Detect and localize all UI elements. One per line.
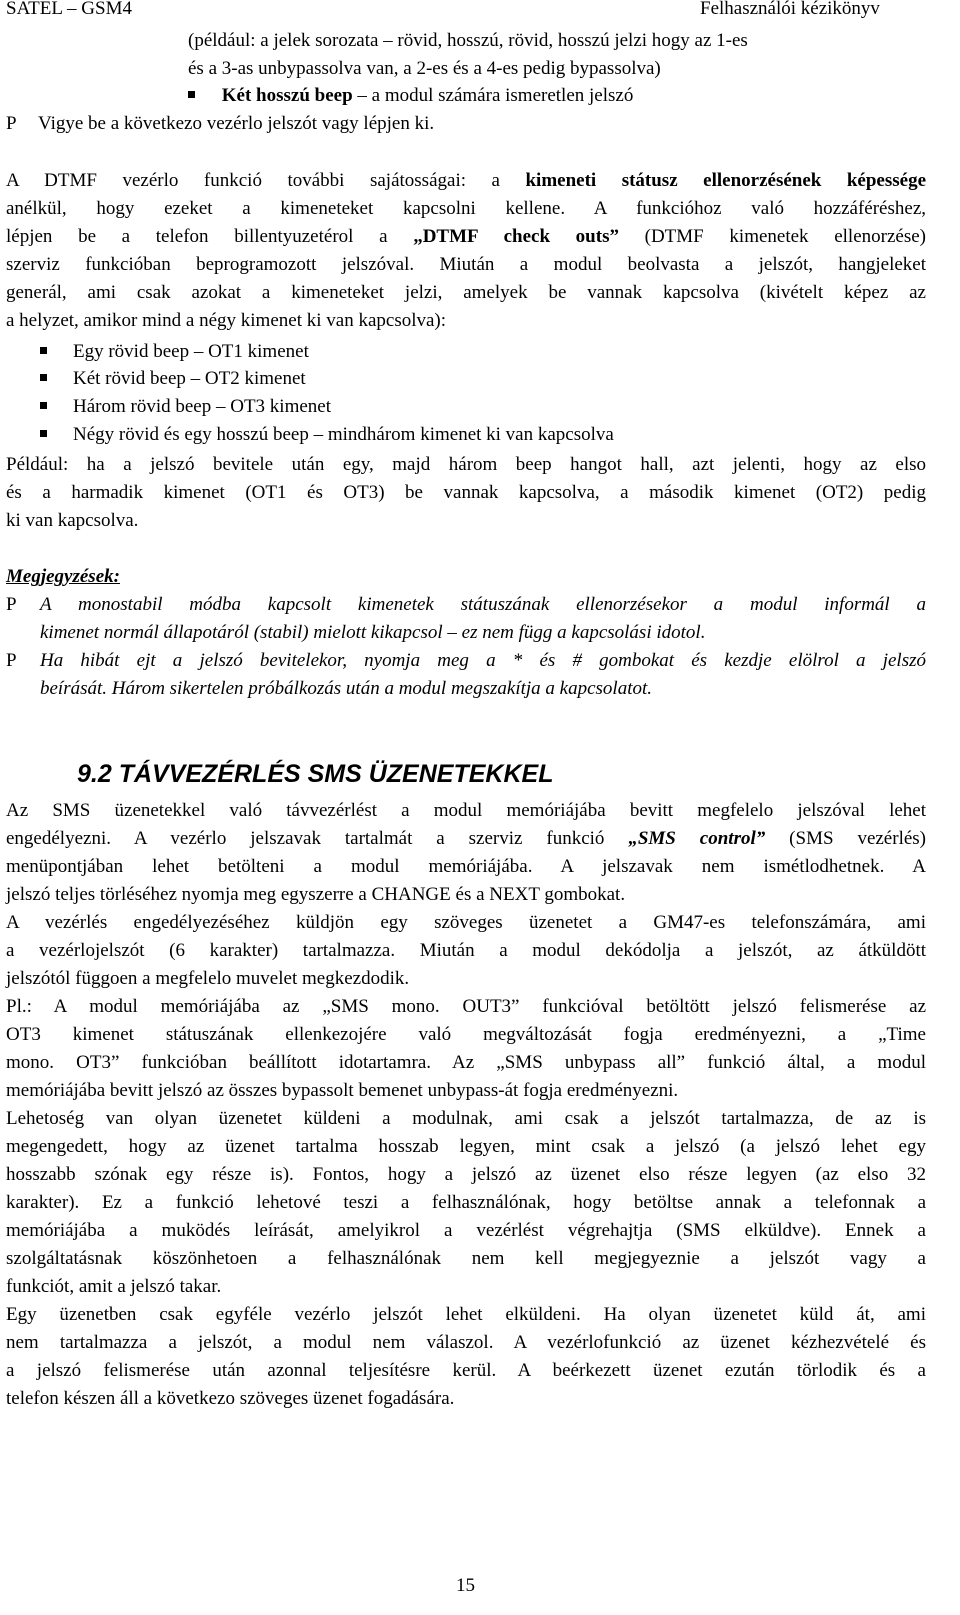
bullet-square-icon	[40, 402, 47, 409]
note-line: Ha hibát ejt a jelszó bevitelekor, nyomja meg a * és # gombokat és kezdje elölrol a jelszó	[40, 650, 926, 671]
text-line: memóriájába bevitt jelszó az összes bypassolt bemenet unbypass-át fogja eredményezni.	[6, 1080, 679, 1101]
text-line: nem tartalmazza a jelszót, a modul nem válaszol. A vezérlofunkció az üzenet kézhezvételé és	[6, 1332, 926, 1353]
text-line: funkciót, amit a jelszó takar.	[6, 1276, 222, 1297]
text-line: anélkül, hogy ezeket a kimeneteket kapcsolni kellene. A funkcióhoz való hozzáféréshez,	[6, 198, 926, 219]
section-heading: 9.2 TÁVVEZÉRLÉS SMS ÜZENETEKKEL	[77, 760, 554, 788]
bold-italic-text: „SMS control”	[628, 828, 766, 849]
text-line: memóriájába a muködés leírását, amelyikrol a vezérlést végrehajtja (SMS elküldve). Ennek a	[6, 1220, 926, 1241]
text-line: (például: a jelek sorozata – rövid, hosszú, rövid, hosszú jelzi hogy az 1-es	[188, 30, 748, 51]
text-line: Pl.: A modul memóriájába az „SMS mono. OUT3” funkcióval betöltött jelszó felismerése az	[6, 996, 926, 1017]
notes-title: Megjegyzések:	[6, 566, 120, 587]
text-line: OT3 kimenet státuszának ellenkezojére való megváltozását fogja eredményezni, a „Time	[6, 1024, 926, 1045]
text-line: szerviz funkcióban beprogramozott jelszóval. Miután a modul beolvasta a jelszót, hangjeleket	[6, 254, 926, 275]
text-line: karakter). Ez a funkció lehetové teszi a felhasználónak, hogy betöltse annak a telefonnak a	[6, 1192, 926, 1213]
note-line: kimenet normál állapotáról (stabil) mielott kikapcsol – ez nem függ a kapcsolási idotol.	[40, 622, 706, 643]
text-line: Egy üzenetben csak egyféle vezérlo jelszót lehet elküldeni. Ha olyan üzenetet küld át, ami	[6, 1304, 926, 1325]
text-line: jelszótól függoen a megfelelo muvelet megkezdodik.	[6, 968, 410, 989]
p-marker: P	[6, 650, 17, 671]
text-line: Az SMS üzenetekkel való távvezérlést a modul memóriájába bevitt megfelelo jelszóval lehet	[6, 800, 926, 821]
text-line: A vezérlés engedélyezéséhez küldjön egy szöveges üzenetet a GM47-es telefonszámára, ami	[6, 912, 926, 933]
text-line: megengedett, hogy az üzenet tartalma hosszab legyen, mint csak a jelszó (a jelszó lehet egy	[6, 1136, 926, 1157]
p-marker: P	[6, 594, 17, 615]
bullet-square-icon	[40, 374, 47, 381]
list-item: Négy rövid és egy hosszú beep – mindhárom kimenet ki van kapcsolva	[40, 424, 614, 446]
text-line: Például: ha a jelszó bevitele után egy, majd három beep hangot hall, azt jelenti, hogy az elso	[6, 454, 926, 475]
text-line: Lehetoség van olyan üzenetet küldeni a modulnak, ami csak a jelszót tartalmazza, de az is	[6, 1108, 926, 1129]
header-right: Felhasználói kézikönyv	[700, 0, 880, 19]
page-number: 15	[456, 1575, 475, 1596]
bullet-square-icon	[40, 347, 47, 354]
text-line: telefon készen áll a következo szöveges üzenet fogadására.	[6, 1388, 455, 1409]
text-line: szolgáltatásnak köszönhetoen a felhasználónak nem kell megjegyeznie a jelszót vagy a	[6, 1248, 926, 1269]
text-line: hosszabb szónak egy része is). Fontos, hogy a jelszó az üzenet elso része legyen (az elso 32	[6, 1164, 926, 1185]
text-line: a jelszó felismerése után azonnal teljesítésre kerül. A beérkezett üzenet ezután törlodik és a	[6, 1360, 926, 1381]
text-line: Vigye be a következo vezérlo jelszót vagy lépjen ki.	[38, 113, 435, 134]
text-line: a vezérlojelszót (6 karakter) tartalmazza. Miután a modul dekódolja a jelszót, az átküldött	[6, 940, 926, 961]
text-line: ki van kapcsolva.	[6, 510, 139, 531]
text-line: és a 3-as unbypassolva van, a 2-es és a 4-es pedig bypassolva)	[188, 58, 661, 79]
text-line: lépjen be a telefon billentyuzetérol a „DTMF check outs” (DTMF kimenetek ellenorzése)	[6, 226, 926, 247]
text-line: és a harmadik kimenet (OT1 és OT3) be vannak kapcsolva, a második kimenet (OT2) pedig	[6, 482, 926, 503]
text-line: A DTMF vezérlo funkció további sajátosságai: a kimeneti státusz ellenorzésének képessége	[6, 170, 927, 191]
list-item: Egy rövid beep – OT1 kimenet	[40, 341, 309, 363]
header-left: SATEL – GSM4	[6, 0, 132, 19]
text-line: jelszó teljes törléséhez nyomja meg egyszerre a CHANGE és a NEXT gombokat.	[6, 884, 626, 905]
list-item: Három rövid beep – OT3 kimenet	[40, 396, 331, 418]
note-line: beírását. Három sikertelen próbálkozás után a modul megszakítja a kapcsolatot.	[40, 678, 652, 699]
bold-text: kimeneti státusz ellenorzésének képessége	[525, 170, 927, 191]
note-line: A monostabil módba kapcsolt kimenetek státuszának ellenorzésekor a modul informál a	[40, 594, 926, 615]
text-line: a helyzet, amikor mind a négy kimenet ki van kapcsolva):	[6, 310, 447, 331]
p-marker: P	[6, 113, 17, 134]
text-line: mono. OT3” funkcióban beállított idotartamra. Az „SMS unbypass all” funkció által, a modul	[6, 1052, 926, 1073]
bullet-item	[188, 85, 633, 107]
text-line: engedélyezni. A vezérlo jelszavak tartalmát a szerviz funkció „SMS control” (SMS vezérlés)	[6, 828, 927, 849]
text-line: menüpontjában lehet betölteni a modul memóriájába. A jelszavak nem ismétlodhetnek. A	[6, 856, 926, 877]
text: – a modul számára ismeretlen jelszó	[352, 85, 634, 106]
bullet-square-icon	[188, 91, 195, 98]
bold-text: Két hosszú beep	[221, 85, 353, 106]
text-line: generál, ami csak azokat a kimeneteket jelzi, amelyek be vannak kapcsolva (kivételt képez az	[6, 282, 926, 303]
bold-text: „DTMF check outs”	[413, 226, 619, 247]
bullet-square-icon	[40, 430, 47, 437]
list-item: Két rövid beep – OT2 kimenet	[40, 368, 306, 390]
